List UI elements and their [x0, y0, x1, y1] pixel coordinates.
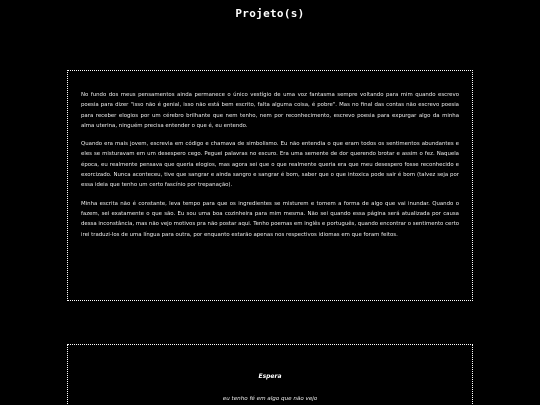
intro-paragraph-3: Minha escrita não é constante, leva tempo para que os ingredientes se misturem e tomem a forma de algo que vai inundar. Quando o fazem, sei exatamente o que são. Eu sou uma boa cozinheira para mim mesma. Não sei quando essa página será atualizada por causa dessa inconstância, mas não vejo motivos pra não postar aqui. Tenho poemas em inglês e português, quando encontrar o sentimento certo irei traduzi-los de uma língua para outra, por enquanto estarão apenas nos respectivos idiomas em que foram feitos. — [81, 200, 459, 238]
intro-paragraph-2: Quando era mais jovem, escrevia em código e chamava de simbolismo. Eu não entendia o que eram todos os sentimentos abundantes e eles se misturavam em um desespero cego. Peguei palavras no escuro. Era uma semente de dor querendo brotar e assim o fez. Naquela época, eu realmente pensava que queria elogios, mas agora sei que o que realmente queria era que meu desespero fosse reconhecido e exorcizado. Nunca aconteceu, tive que sangrar e ainda sangro e sangrar é bom, saber que o que intoxica pode sair é bom (talvez seja por essa ideia que tenho um certo fascínio por trepanação). — [81, 141, 459, 189]
poem-title: Espera — [258, 373, 282, 380]
intro-paragraph-1: No fundo dos meus pensamentos ainda permanece o único vestígio de uma voz fantasma sempre voltando para mim quando escrevo poesia para dizer "isso não é genial, isso não está bem escrito, falta alguma coisa, é pobre". Mas no final das contas não escrevo poesia para receber elogios por um cérebro brilhante que nem tenho, nem por reconhecimento, escrevo poesia para expurgar algo da minha alma uterina, ninguém precisa entender o que é, eu entendo. — [81, 92, 459, 129]
poem-line: eu tenho fé em algo que não vejo — [222, 396, 318, 402]
page-title: Projeto(s) — [235, 7, 305, 20]
intro-text-box — [67, 70, 473, 301]
poem-box — [67, 344, 473, 405]
